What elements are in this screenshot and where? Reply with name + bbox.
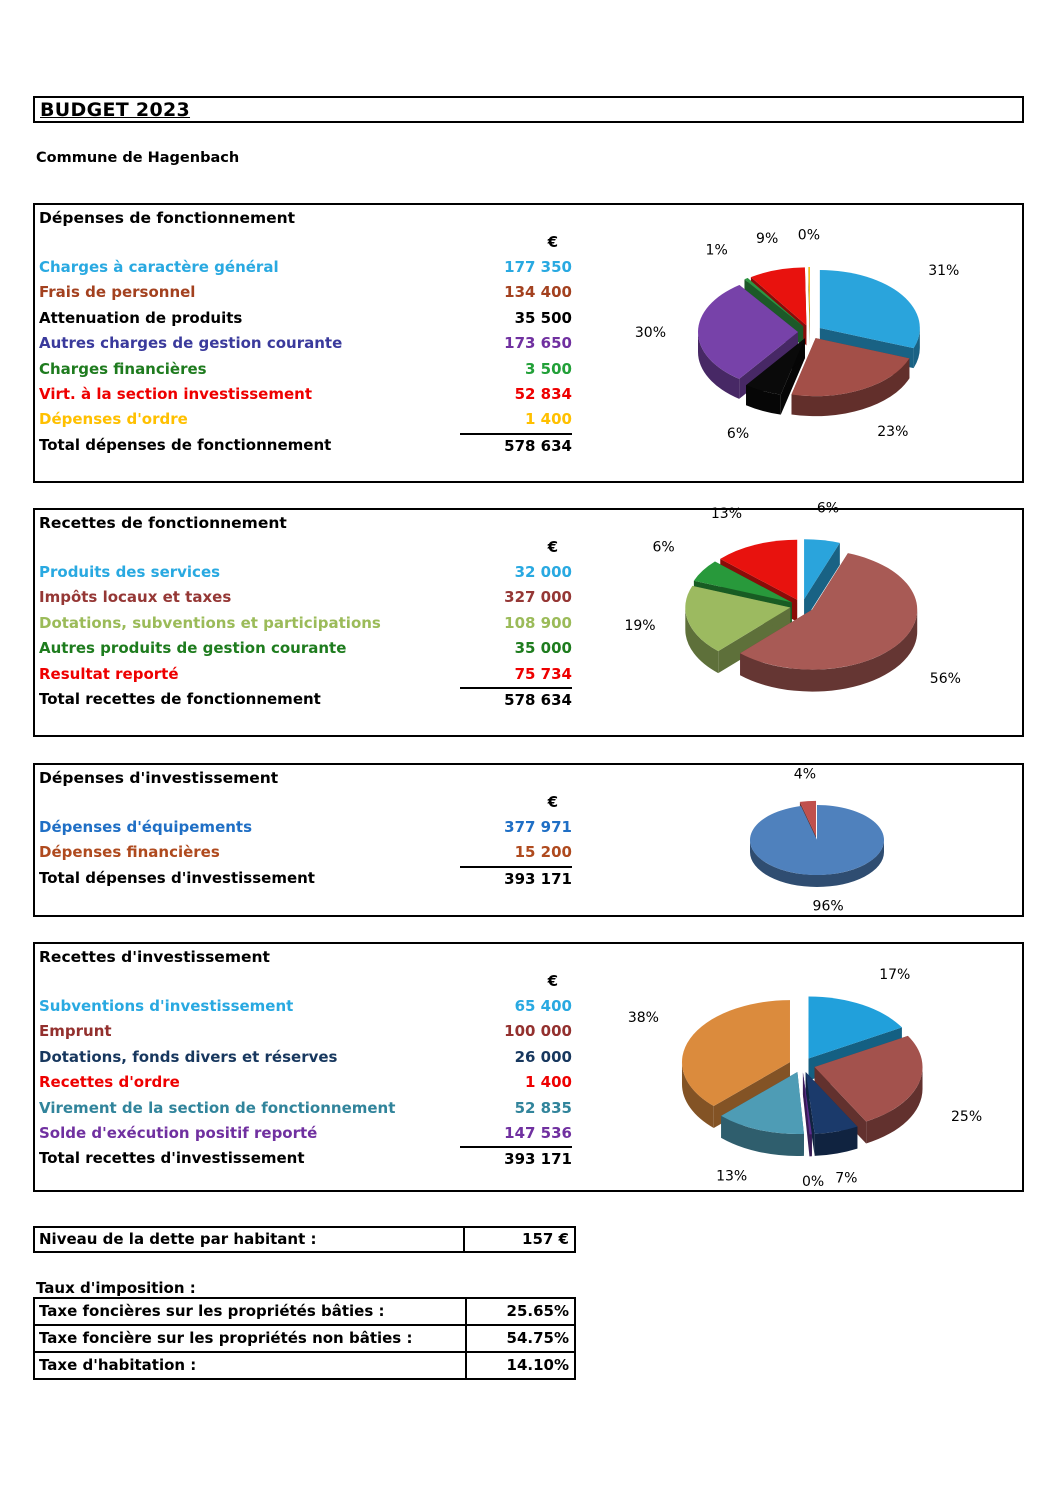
row-value: 147 536 — [504, 1123, 572, 1142]
pie-percent-label: 13% — [710, 506, 743, 523]
row-value: 52 835 — [514, 1098, 572, 1117]
pie-percent-label: 7% — [835, 1170, 858, 1187]
row-label: Recettes d'ordre — [39, 1073, 180, 1092]
table-row — [39, 382, 572, 407]
table-row — [39, 815, 572, 840]
table-row — [39, 560, 572, 585]
table-row — [39, 840, 572, 865]
pie-percent-label: 6% — [816, 500, 840, 517]
table-row — [39, 1096, 572, 1121]
row-label: Autres charges de gestion courante — [39, 334, 343, 353]
pie-percent-label: 13% — [716, 1168, 748, 1185]
row-value: 75 734 — [514, 664, 572, 683]
pie-chart — [560, 944, 1020, 1194]
total-row — [39, 687, 572, 712]
row-label: Charges à caractère général — [39, 258, 279, 276]
total-label: Total dépenses de fonctionnement — [39, 435, 332, 454]
total-label: Total recettes de fonctionnement — [39, 689, 321, 708]
row-value: 173 650 — [504, 334, 572, 353]
table-row — [39, 407, 572, 432]
pie-percent-label: 1% — [705, 242, 728, 259]
row-value: 35 500 — [514, 308, 572, 327]
tax-value: 14.10% — [465, 1353, 574, 1378]
total-value: 393 171 — [460, 866, 572, 891]
row-label: Dépenses d'équipements — [39, 818, 253, 836]
tax-row-proprietes-baties — [35, 1299, 574, 1324]
pie-chart — [560, 205, 1020, 485]
total-value: 393 171 — [460, 1146, 572, 1171]
row-label: Resultat reporté — [39, 664, 179, 683]
row-label: Autres produits de gestion courante — [39, 639, 347, 658]
total-row — [39, 1146, 572, 1171]
dette-value: 157 € — [463, 1228, 574, 1251]
row-label: Emprunt — [39, 1022, 112, 1041]
row-value: 1 400 — [525, 410, 572, 429]
table-row — [39, 662, 572, 687]
pie-percent-label: 4% — [793, 766, 817, 783]
table-row — [39, 1121, 572, 1146]
total-value: 578 634 — [460, 433, 572, 458]
row-label: Solde d'exécution positif reporté — [39, 1123, 318, 1142]
row-label: Dépenses financières — [39, 843, 220, 862]
row-label: Virement de la section de fonctionnement — [39, 1098, 396, 1117]
section-heading: Recettes d'investissement — [39, 948, 270, 966]
row-label: Dotations, subventions et participations — [39, 613, 381, 632]
tax-label: Taxe foncières sur les propriétés bâties : — [39, 1302, 385, 1320]
section-heading: Dépenses d'investissement — [39, 769, 279, 787]
table-row — [39, 306, 572, 331]
dette-label: Niveau de la dette par habitant : — [39, 1230, 317, 1248]
total-label: Total recettes d'investissement — [39, 1149, 305, 1168]
pie-chart — [560, 500, 1020, 739]
row-value: 52 834 — [514, 384, 572, 403]
taux-header: Taux d'imposition : — [36, 1279, 196, 1297]
table-row — [39, 1070, 572, 1095]
pie-percent-label: 6% — [726, 425, 750, 442]
row-label: Dotations, fonds divers et réserves — [39, 1047, 338, 1066]
pie-chart — [560, 765, 1020, 919]
section-depenses-investissement — [33, 763, 1024, 917]
currency-header: € — [547, 233, 558, 251]
pie-percent-label: 30% — [634, 324, 667, 341]
row-label: Charges financières — [39, 359, 207, 378]
total-row — [39, 866, 572, 891]
pie-percent-label: 25% — [951, 1109, 983, 1126]
total-label: Total dépenses d'investissement — [39, 868, 315, 887]
table-row — [39, 1045, 572, 1070]
row-value: 35 000 — [514, 639, 572, 658]
row-value: 134 400 — [504, 283, 572, 302]
table-row — [39, 331, 572, 356]
row-label: Attenuation de produits — [39, 308, 243, 327]
row-value: 100 000 — [504, 1022, 572, 1041]
row-value: 108 900 — [504, 613, 572, 632]
pie-percent-label: 19% — [624, 618, 656, 635]
total-row — [39, 433, 572, 458]
tax-row-proprietes-non-baties — [35, 1324, 574, 1351]
section-recettes-investissement — [33, 942, 1024, 1192]
pie-percent-label: 31% — [928, 263, 960, 280]
row-value: 377 971 — [504, 818, 572, 836]
page-title: BUDGET 2023 — [40, 98, 191, 121]
row-label: Produits des services — [39, 563, 221, 581]
tax-label: Taxe foncière sur les propriétés non bâties : — [39, 1329, 413, 1347]
pie-percent-label: 9% — [756, 231, 779, 248]
tax-table — [33, 1297, 576, 1380]
row-label: Dépenses d'ordre — [39, 410, 188, 429]
row-value: 327 000 — [504, 588, 572, 607]
currency-header: € — [547, 793, 558, 811]
row-value: 15 200 — [514, 843, 572, 862]
pie-percent-label: 56% — [929, 671, 961, 688]
table-row — [39, 585, 572, 610]
currency-header: € — [547, 538, 558, 556]
table-row — [39, 1019, 572, 1044]
section-depenses-fonctionnement — [33, 203, 1024, 483]
pie-percent-label: 17% — [879, 966, 911, 983]
tax-value: 25.65% — [465, 1299, 574, 1324]
row-value: 177 350 — [504, 258, 572, 276]
section-heading: Recettes de fonctionnement — [39, 514, 287, 532]
currency-header: € — [547, 972, 558, 990]
table-row — [39, 994, 572, 1019]
row-label: Virt. à la section investissement — [39, 384, 313, 403]
tax-label: Taxe d'habitation : — [39, 1356, 197, 1374]
table-row — [39, 611, 572, 636]
pie-percent-label: 23% — [877, 424, 909, 441]
tax-row-habitation — [35, 1351, 574, 1378]
table-row — [39, 357, 572, 382]
pie-percent-label: 96% — [812, 898, 844, 915]
tax-value: 54.75% — [465, 1326, 574, 1351]
pie-percent-label: 0% — [801, 1173, 825, 1190]
pie-slice-wall — [809, 1134, 811, 1156]
title-box — [33, 96, 1024, 123]
row-value: 1 400 — [525, 1073, 572, 1092]
table-row — [39, 255, 572, 280]
pie-slice — [808, 267, 810, 325]
row-value: 3 500 — [525, 359, 572, 378]
table-row — [39, 280, 572, 305]
pie-percent-label: 38% — [627, 1009, 659, 1026]
pie-slice — [750, 805, 884, 875]
section-heading: Dépenses de fonctionnement — [39, 209, 296, 227]
row-label: Impôts locaux et taxes — [39, 588, 232, 607]
dette-table — [33, 1226, 576, 1253]
row-value: 26 000 — [514, 1047, 572, 1066]
table-row — [39, 636, 572, 661]
row-label: Frais de personnel — [39, 283, 196, 302]
row-value: 32 000 — [514, 563, 572, 581]
row-label: Subventions d'investissement — [39, 997, 294, 1015]
row-value: 65 400 — [514, 997, 572, 1015]
total-value: 578 634 — [460, 687, 572, 712]
section-recettes-fonctionnement — [33, 500, 1024, 737]
pie-percent-label: 0% — [797, 227, 821, 244]
commune-subtitle: Commune de Hagenbach — [36, 150, 240, 166]
pie-percent-label: 6% — [652, 539, 675, 556]
